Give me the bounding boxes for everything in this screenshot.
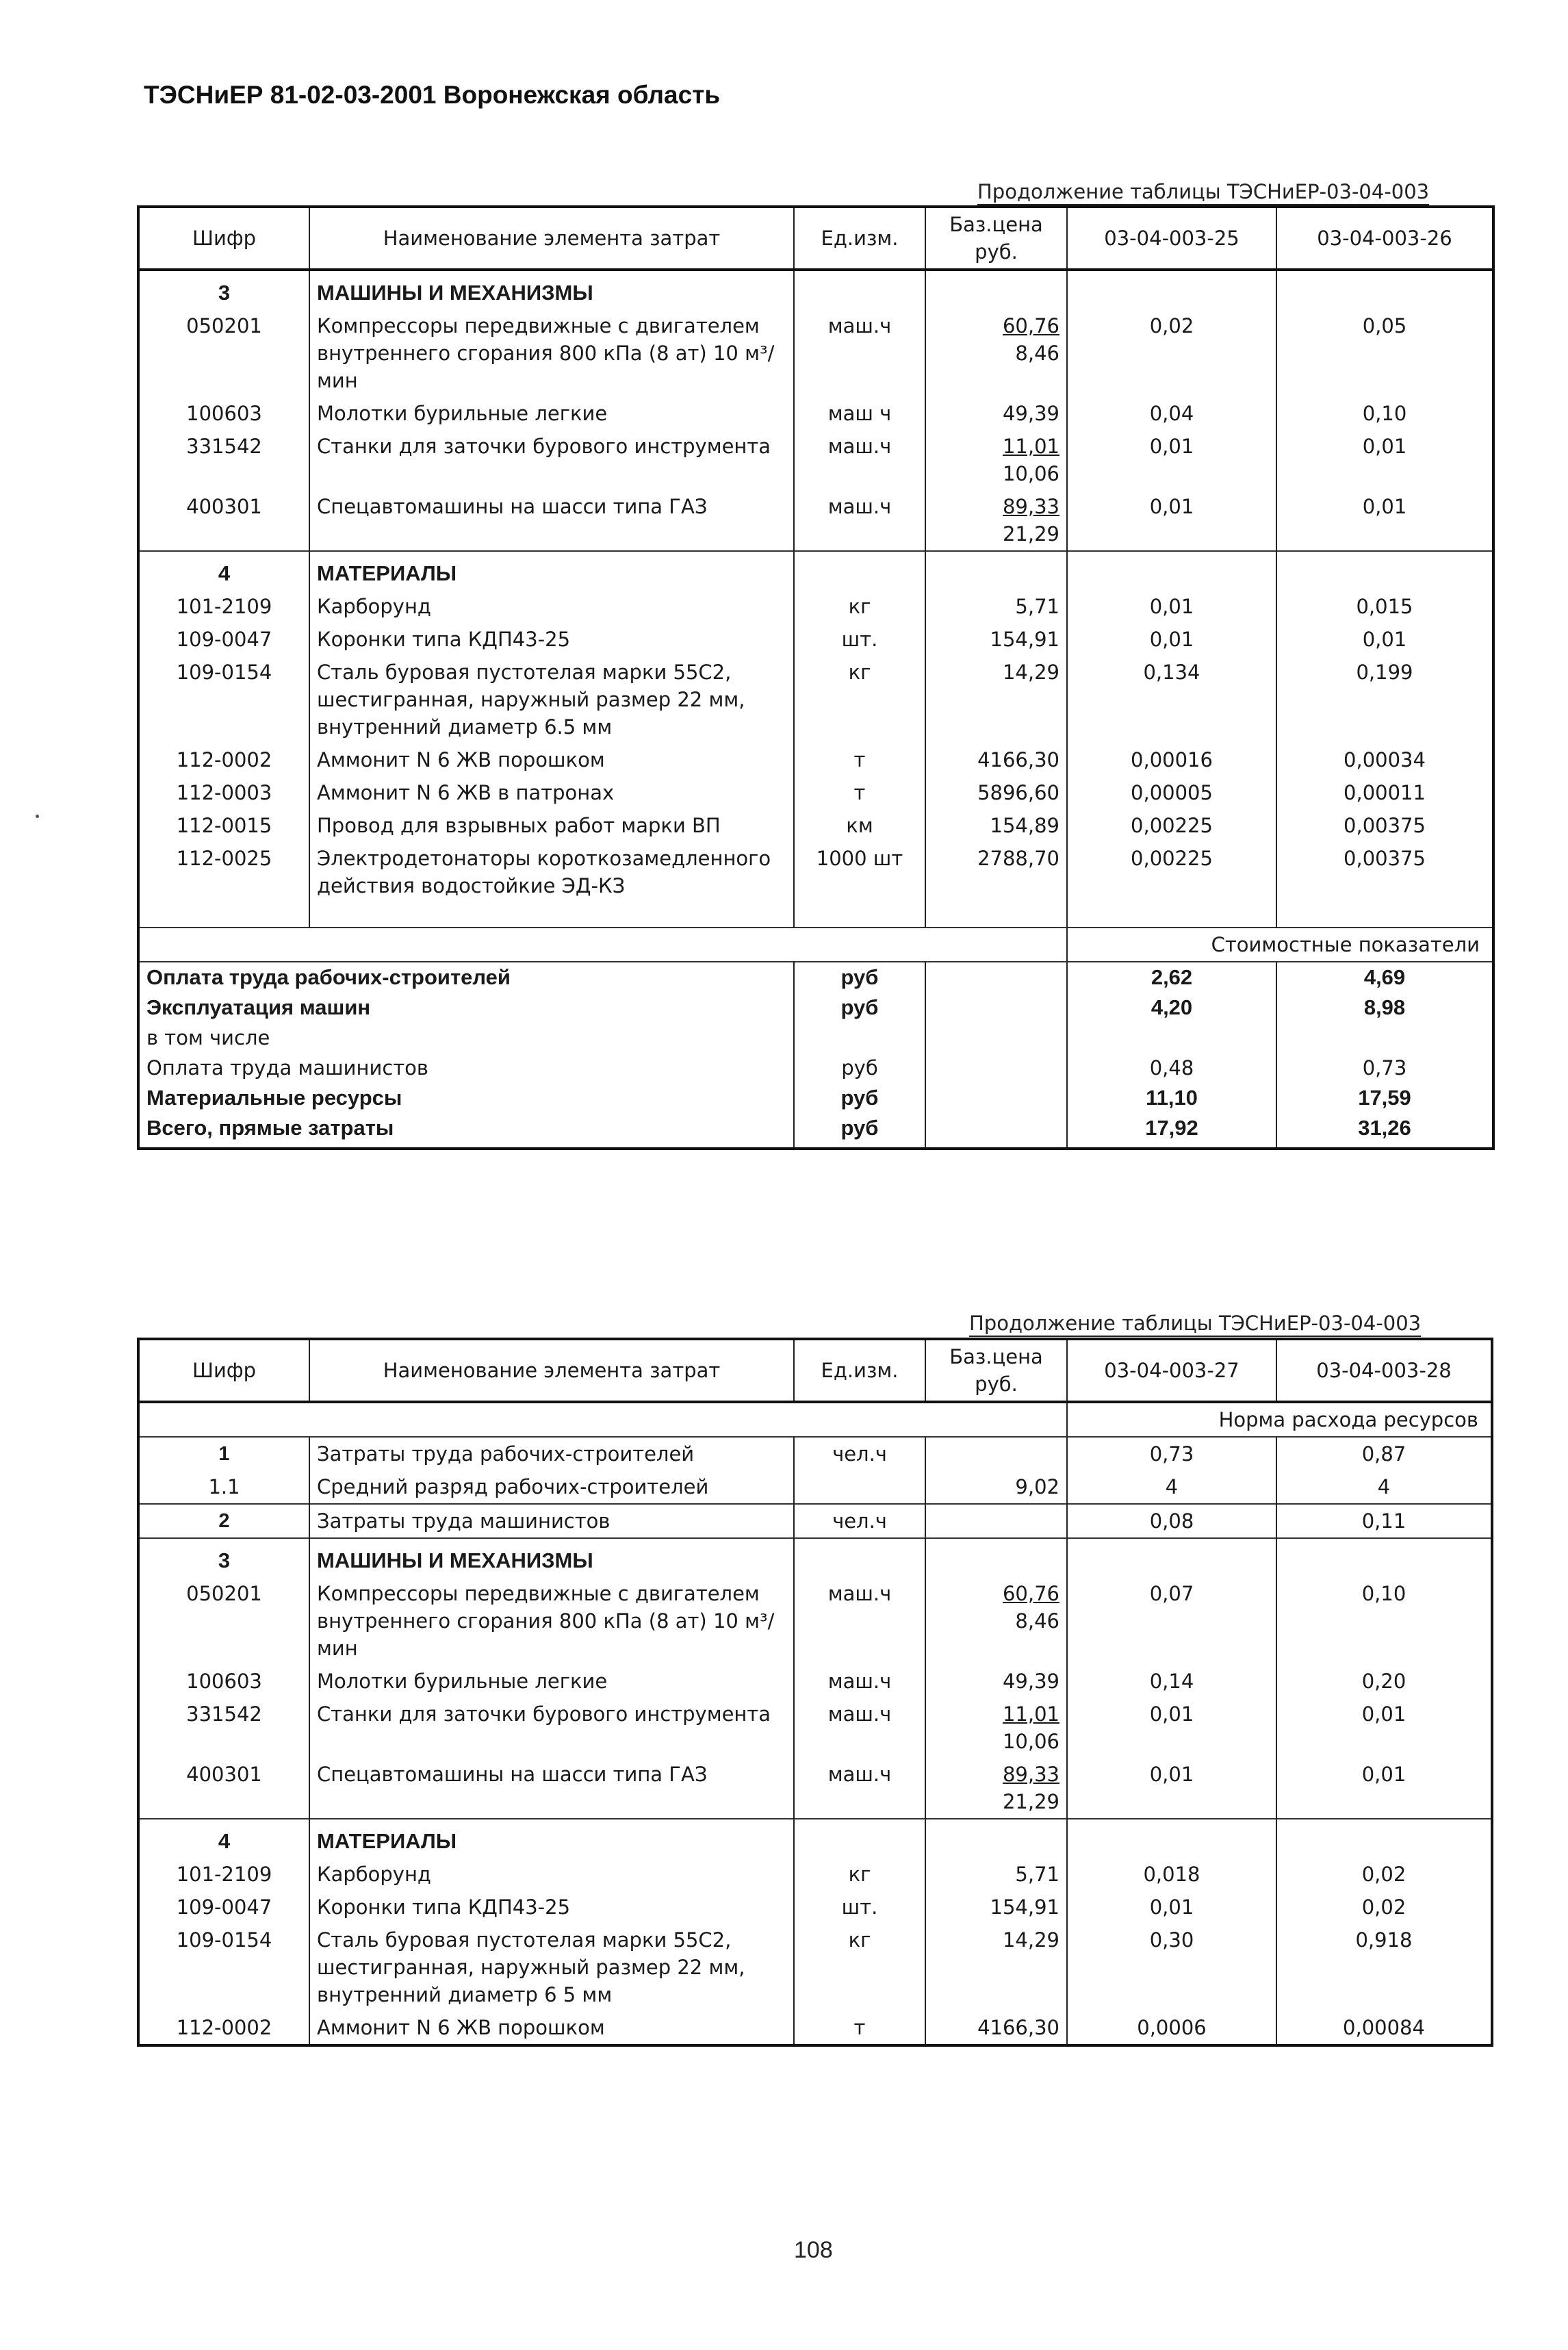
base-price-cell bbox=[925, 1891, 1067, 1924]
table-row bbox=[138, 590, 1493, 623]
empty-cell bbox=[1067, 551, 1276, 590]
base-price-cell bbox=[925, 309, 1067, 397]
value-col-a: 0,08 bbox=[1067, 1504, 1276, 1538]
table2 bbox=[137, 1338, 1493, 2047]
resource-code: 112-0015 bbox=[176, 814, 272, 837]
base-price: 49,39 bbox=[1002, 402, 1059, 425]
resource-name: Электродетонаторы короткозамедленного действия водостойкие ЭД-КЗ bbox=[309, 842, 794, 902]
base-price-cell bbox=[925, 490, 1067, 551]
resource-unit: маш.ч bbox=[794, 1665, 925, 1698]
cost-col-b: 4,69 bbox=[1276, 962, 1493, 993]
section-row bbox=[138, 1538, 1492, 1577]
empty-cell bbox=[925, 1819, 1067, 1858]
base-price-secondary: 10,06 bbox=[1002, 1730, 1059, 1753]
table-row bbox=[138, 2011, 1492, 2045]
table-row bbox=[138, 656, 1493, 743]
empty-cell bbox=[1276, 1819, 1492, 1858]
section-title: МАТЕРИАЛЫ bbox=[309, 551, 794, 590]
value-col-a: 0,73 bbox=[1067, 1437, 1276, 1470]
base-price-secondary: 21,29 bbox=[1002, 1790, 1059, 1813]
resource-name: Молотки бурильные легкие bbox=[309, 397, 794, 430]
base-price: 2788,70 bbox=[977, 847, 1059, 870]
band-label: Стоимостные показатели bbox=[1067, 928, 1493, 962]
resource-name: Затраты труда машинистов bbox=[309, 1504, 794, 1538]
cost-unit: руб bbox=[794, 1083, 925, 1113]
value-col-b: 0,00084 bbox=[1276, 2011, 1492, 2045]
base-price: 154,91 bbox=[990, 1895, 1059, 1919]
cost-col-a bbox=[1067, 1023, 1276, 1053]
table-row bbox=[138, 1758, 1492, 1819]
resource-code: 2 bbox=[138, 1504, 309, 1538]
resource-unit: км bbox=[794, 809, 925, 842]
value-col-b: 0,918 bbox=[1276, 1924, 1492, 2011]
base-price: 5,71 bbox=[1015, 595, 1059, 618]
value-col-b: 0,00034 bbox=[1276, 743, 1493, 776]
header-price: Баз.цена руб. bbox=[925, 207, 1067, 270]
value-col-b: 0,00375 bbox=[1276, 842, 1493, 902]
resource-name: Аммонит N 6 ЖВ в патронах bbox=[309, 776, 794, 809]
base-price-cell bbox=[925, 623, 1067, 656]
empty-cell bbox=[925, 270, 1067, 309]
base-price-cell bbox=[925, 397, 1067, 430]
resource-unit: кг bbox=[794, 1858, 925, 1891]
base-price: 89,33 bbox=[1002, 1763, 1059, 1786]
cost-col-a: 17,92 bbox=[1067, 1113, 1276, 1149]
cost-col-b bbox=[1276, 1023, 1493, 1053]
value-col-a: 0,07 bbox=[1067, 1577, 1276, 1665]
resource-name: Провод для взрывных работ марки ВП bbox=[309, 809, 794, 842]
empty-cell bbox=[925, 1113, 1067, 1149]
value-col-b: 0,01 bbox=[1276, 623, 1493, 656]
resource-code: 331542 bbox=[186, 1702, 262, 1726]
band-row bbox=[138, 928, 1493, 962]
empty-cell bbox=[1067, 270, 1276, 309]
table1-header-row bbox=[138, 207, 1493, 270]
value-col-a: 0,01 bbox=[1067, 490, 1276, 551]
resource-code: 400301 bbox=[186, 495, 262, 518]
value-col-b: 0,199 bbox=[1276, 656, 1493, 743]
empty-cell bbox=[138, 1402, 1067, 1437]
empty-cell bbox=[925, 1053, 1067, 1083]
section-row bbox=[138, 551, 1493, 590]
base-price-secondary: 8,46 bbox=[1015, 1609, 1059, 1633]
resource-unit: кг bbox=[794, 656, 925, 743]
cost-col-b: 31,26 bbox=[1276, 1113, 1493, 1149]
empty-cell bbox=[1067, 1819, 1276, 1858]
table2-header-row bbox=[138, 1339, 1492, 1402]
empty-cell bbox=[1276, 1538, 1492, 1577]
empty-cell bbox=[925, 993, 1067, 1023]
band-row bbox=[138, 1402, 1492, 1437]
base-price: 154,91 bbox=[990, 628, 1059, 651]
spacer-row bbox=[138, 902, 1493, 928]
resource-unit: маш ч bbox=[794, 397, 925, 430]
table-row bbox=[138, 1437, 1492, 1470]
table-row bbox=[138, 490, 1493, 551]
empty-cell bbox=[1276, 551, 1493, 590]
resource-code: 400301 bbox=[186, 1763, 262, 1786]
base-price: 14,29 bbox=[1002, 1928, 1059, 1952]
cost-row bbox=[138, 993, 1493, 1023]
resource-code: 101-2109 bbox=[176, 1863, 272, 1886]
table-row bbox=[138, 397, 1493, 430]
base-price-cell bbox=[925, 2011, 1067, 2045]
table1-body bbox=[138, 207, 1493, 1149]
table-row bbox=[138, 842, 1493, 902]
resource-name: Станки для заточки бурового инструмента bbox=[309, 1698, 794, 1758]
empty-cell bbox=[138, 928, 1067, 962]
base-price-cell bbox=[925, 590, 1067, 623]
value-col-b: 0,01 bbox=[1276, 430, 1493, 490]
empty-cell bbox=[1276, 270, 1493, 309]
table-row bbox=[138, 309, 1493, 397]
resource-unit: 1000 шт bbox=[794, 842, 925, 902]
base-price-cell bbox=[925, 776, 1067, 809]
base-price-cell bbox=[925, 1698, 1067, 1758]
empty-cell bbox=[138, 902, 309, 928]
base-price: 154,89 bbox=[990, 814, 1059, 837]
resource-code: 100603 bbox=[186, 1670, 262, 1693]
table2-body bbox=[138, 1339, 1492, 2045]
table-row bbox=[138, 430, 1493, 490]
header-unit: Ед.изм. bbox=[794, 207, 925, 270]
resource-unit bbox=[794, 1470, 925, 1504]
cost-unit: руб bbox=[794, 1053, 925, 1083]
section-code: 4 bbox=[138, 1819, 309, 1858]
base-price: 60,76 bbox=[1002, 314, 1059, 337]
base-price: 60,76 bbox=[1002, 1582, 1059, 1605]
header-unit: Ед.изм. bbox=[794, 1339, 925, 1402]
section-row bbox=[138, 270, 1493, 309]
value-col-a: 0,14 bbox=[1067, 1665, 1276, 1698]
table-row bbox=[138, 1577, 1492, 1665]
base-price: 49,39 bbox=[1002, 1670, 1059, 1693]
base-price-cell bbox=[925, 656, 1067, 743]
resource-name: Компрессоры передвижные с двигателем внутреннего сгорания 800 кПа (8 ат) 10 м³/мин bbox=[309, 1577, 794, 1665]
table-row bbox=[138, 1924, 1492, 2011]
resource-code: 109-0047 bbox=[176, 1895, 272, 1919]
resource-code: 112-0003 bbox=[176, 781, 272, 804]
base-price-cell bbox=[925, 809, 1067, 842]
header-price: Баз.цена руб. bbox=[925, 1339, 1067, 1402]
base-price-cell bbox=[925, 1758, 1067, 1819]
base-price: 4166,30 bbox=[977, 748, 1059, 771]
resource-unit: кг bbox=[794, 590, 925, 623]
resource-name: Спецавтомашины на шасси типа ГАЗ bbox=[309, 490, 794, 551]
base-price-secondary: 8,46 bbox=[1015, 342, 1059, 365]
resource-unit: кг bbox=[794, 1924, 925, 2011]
band-label: Норма расхода ресурсов bbox=[1067, 1402, 1492, 1437]
value-col-a: 0,01 bbox=[1067, 1698, 1276, 1758]
value-col-b: 0,01 bbox=[1276, 1698, 1492, 1758]
value-col-b: 0,87 bbox=[1276, 1437, 1492, 1470]
resource-unit: чел.ч bbox=[794, 1437, 925, 1470]
base-price-cell bbox=[925, 430, 1067, 490]
value-col-b: 0,00375 bbox=[1276, 809, 1493, 842]
header-col-a: 03-04-003-25 bbox=[1067, 207, 1276, 270]
empty-cell bbox=[1067, 902, 1276, 928]
empty-cell bbox=[309, 902, 794, 928]
value-col-b: 0,10 bbox=[1276, 397, 1493, 430]
value-col-b: 0,11 bbox=[1276, 1504, 1492, 1538]
resource-name: Станки для заточки бурового инструмента bbox=[309, 430, 794, 490]
section-title: МАШИНЫ И МЕХАНИЗМЫ bbox=[309, 1538, 794, 1577]
cost-label: Оплата труда машинистов bbox=[146, 1056, 428, 1080]
value-col-b: 0,10 bbox=[1276, 1577, 1492, 1665]
value-col-b: 0,00011 bbox=[1276, 776, 1493, 809]
table-row bbox=[138, 809, 1493, 842]
empty-cell bbox=[794, 902, 925, 928]
value-col-a: 0,00225 bbox=[1067, 809, 1276, 842]
value-col-a: 0,01 bbox=[1067, 623, 1276, 656]
base-price bbox=[925, 1504, 1067, 1538]
header-col-b: 03-04-003-26 bbox=[1276, 207, 1493, 270]
base-price-cell bbox=[925, 743, 1067, 776]
value-col-a: 0,02 bbox=[1067, 309, 1276, 397]
resource-name: Аммонит N 6 ЖВ порошком bbox=[309, 743, 794, 776]
value-col-b: 4 bbox=[1276, 1470, 1492, 1504]
cost-col-a: 11,10 bbox=[1067, 1083, 1276, 1113]
value-col-a: 0,00005 bbox=[1067, 776, 1276, 809]
value-col-a: 0,134 bbox=[1067, 656, 1276, 743]
table1 bbox=[137, 205, 1495, 1150]
resource-name: Аммонит N 6 ЖВ порошком bbox=[309, 2011, 794, 2045]
cost-unit: руб bbox=[794, 962, 925, 993]
table2-continuation-label: Продолжение таблицы ТЭСНиЕР-03-04-003 bbox=[969, 1311, 1421, 1337]
value-col-b: 0,015 bbox=[1276, 590, 1493, 623]
resource-unit: маш.ч bbox=[794, 1577, 925, 1665]
table1-continuation-label: Продолжение таблицы ТЭСНиЕР-03-04-003 bbox=[977, 179, 1429, 205]
cost-col-a: 4,20 bbox=[1067, 993, 1276, 1023]
value-col-a: 0,04 bbox=[1067, 397, 1276, 430]
resource-name: Карборунд bbox=[309, 590, 794, 623]
header-col-b: 03-04-003-28 bbox=[1276, 1339, 1492, 1402]
value-col-a: 0,01 bbox=[1067, 1891, 1276, 1924]
base-price: 9,02 bbox=[925, 1470, 1067, 1504]
resource-name: Сталь буровая пустотелая марки 55С2, шестигранная, наружный размер 22 мм, внутренний диаметр 6 5 мм bbox=[309, 1924, 794, 2011]
resource-code: 109-0154 bbox=[176, 661, 272, 684]
value-col-b: 0,01 bbox=[1276, 1758, 1492, 1819]
empty-cell bbox=[794, 551, 925, 590]
empty-cell bbox=[794, 270, 925, 309]
resource-unit: маш.ч bbox=[794, 490, 925, 551]
resource-code: 112-0025 bbox=[176, 847, 272, 870]
resource-unit: маш.ч bbox=[794, 309, 925, 397]
base-price-cell bbox=[925, 1924, 1067, 2011]
cost-row bbox=[138, 1023, 1493, 1053]
base-price-secondary: 21,29 bbox=[1002, 522, 1059, 546]
value-col-b: 0,02 bbox=[1276, 1891, 1492, 1924]
resource-unit: чел.ч bbox=[794, 1504, 925, 1538]
header-code: Шифр bbox=[138, 1339, 309, 1402]
cost-unit: руб bbox=[794, 993, 925, 1023]
resource-code: 050201 bbox=[186, 314, 262, 337]
table-row bbox=[138, 1858, 1492, 1891]
resource-code: 331542 bbox=[186, 435, 262, 458]
base-price-secondary: 10,06 bbox=[1002, 462, 1059, 485]
resource-name: Сталь буровая пустотелая марки 55С2, шестигранная, наружный размер 22 мм, внутренний диаметр 6.5 мм bbox=[309, 656, 794, 743]
value-col-a: 0,30 bbox=[1067, 1924, 1276, 2011]
cost-col-b: 0,73 bbox=[1276, 1053, 1493, 1083]
cost-label: Всего, прямые затраты bbox=[146, 1116, 394, 1140]
scan-speck bbox=[36, 815, 39, 818]
cost-row bbox=[138, 1113, 1493, 1149]
page-number: 108 bbox=[794, 2237, 833, 2263]
resource-name: Коронки типа КДП43-25 bbox=[309, 623, 794, 656]
table-row bbox=[138, 1698, 1492, 1758]
cost-row bbox=[138, 962, 1493, 993]
empty-cell bbox=[794, 1819, 925, 1858]
table-row bbox=[138, 776, 1493, 809]
base-price-cell bbox=[925, 842, 1067, 902]
cost-label: Материальные ресурсы bbox=[146, 1086, 402, 1110]
resource-name: Затраты труда рабочих-строителей bbox=[309, 1437, 794, 1470]
empty-cell bbox=[925, 551, 1067, 590]
cost-col-b: 17,59 bbox=[1276, 1083, 1493, 1113]
resource-name: Средний разряд рабочих-строителей bbox=[309, 1470, 794, 1504]
section-code: 4 bbox=[138, 551, 309, 590]
base-price: 5,71 bbox=[1015, 1863, 1059, 1886]
empty-cell bbox=[1067, 1538, 1276, 1577]
empty-cell bbox=[925, 962, 1067, 993]
table-row bbox=[138, 1470, 1492, 1504]
empty-cell bbox=[1276, 902, 1493, 928]
table-row bbox=[138, 1504, 1492, 1538]
cost-row bbox=[138, 1053, 1493, 1083]
value-col-a: 4 bbox=[1067, 1470, 1276, 1504]
base-price: 5896,60 bbox=[977, 781, 1059, 804]
empty-cell bbox=[925, 1538, 1067, 1577]
resource-code: 109-0154 bbox=[176, 1928, 272, 1952]
base-price: 4166,30 bbox=[977, 2016, 1059, 2039]
value-col-b: 0,05 bbox=[1276, 309, 1493, 397]
value-col-b: 0,20 bbox=[1276, 1665, 1492, 1698]
section-code: 3 bbox=[138, 1538, 309, 1577]
value-col-a: 0,01 bbox=[1067, 1758, 1276, 1819]
resource-code: 101-2109 bbox=[176, 595, 272, 618]
base-price-cell bbox=[925, 1577, 1067, 1665]
table-row bbox=[138, 1665, 1492, 1698]
cost-label: Оплата труда рабочих-строителей bbox=[146, 965, 511, 989]
resource-code: 1 bbox=[218, 1443, 230, 1465]
base-price: 14,29 bbox=[1002, 661, 1059, 684]
value-col-a: 0,00016 bbox=[1067, 743, 1276, 776]
resource-name: Спецавтомашины на шасси типа ГАЗ bbox=[309, 1758, 794, 1819]
value-col-a: 0,00225 bbox=[1067, 842, 1276, 902]
resource-name: Молотки бурильные легкие bbox=[309, 1665, 794, 1698]
section-row bbox=[138, 1819, 1492, 1858]
header-col-a: 03-04-003-27 bbox=[1067, 1339, 1276, 1402]
resource-name: Коронки типа КДП43-25 bbox=[309, 1891, 794, 1924]
resource-unit: маш.ч bbox=[794, 1698, 925, 1758]
resource-unit: т bbox=[794, 776, 925, 809]
document-title: ТЭСНиЕР 81-02-03-2001 Воронежская область bbox=[144, 81, 721, 109]
resource-unit: т bbox=[794, 743, 925, 776]
resource-code: 112-0002 bbox=[176, 2016, 272, 2039]
value-col-a: 0,0006 bbox=[1067, 2011, 1276, 2045]
resource-unit: маш.ч bbox=[794, 430, 925, 490]
empty-cell bbox=[925, 1083, 1067, 1113]
header-name: Наименование элемента затрат bbox=[309, 1339, 794, 1402]
base-price-cell bbox=[925, 1665, 1067, 1698]
resource-unit: шт. bbox=[794, 1891, 925, 1924]
resource-unit: маш.ч bbox=[794, 1758, 925, 1819]
section-code: 3 bbox=[218, 281, 231, 305]
resource-code: 112-0002 bbox=[176, 748, 272, 771]
table-row bbox=[138, 743, 1493, 776]
cost-label: Эксплуатация машин bbox=[146, 995, 371, 1019]
cost-col-a: 0,48 bbox=[1067, 1053, 1276, 1083]
base-price: 11,01 bbox=[1002, 1702, 1059, 1726]
base-price: 89,33 bbox=[1002, 495, 1059, 518]
value-col-a: 0,01 bbox=[1067, 430, 1276, 490]
empty-cell bbox=[794, 1538, 925, 1577]
value-col-b: 0,02 bbox=[1276, 1858, 1492, 1891]
base-price-cell bbox=[925, 1858, 1067, 1891]
resource-code: 100603 bbox=[186, 402, 262, 425]
cost-col-a: 2,62 bbox=[1067, 962, 1276, 993]
empty-cell bbox=[925, 902, 1067, 928]
resource-unit: шт. bbox=[794, 623, 925, 656]
section-title: МАТЕРИАЛЫ bbox=[309, 1819, 794, 1858]
header-code: Шифр bbox=[138, 207, 309, 270]
resource-unit: т bbox=[794, 2011, 925, 2045]
resource-name: Карборунд bbox=[309, 1858, 794, 1891]
value-col-a: 0,01 bbox=[1067, 590, 1276, 623]
cost-row bbox=[138, 1083, 1493, 1113]
resource-code: 109-0047 bbox=[176, 628, 272, 651]
value-col-a: 0,018 bbox=[1067, 1858, 1276, 1891]
base-price bbox=[925, 1437, 1067, 1470]
cost-unit: руб bbox=[794, 1113, 925, 1149]
table-row bbox=[138, 623, 1493, 656]
header-name: Наименование элемента затрат bbox=[309, 207, 794, 270]
value-col-b: 0,01 bbox=[1276, 490, 1493, 551]
resource-code: 050201 bbox=[186, 1582, 262, 1605]
cost-label: в том числе bbox=[146, 1026, 270, 1049]
base-price: 11,01 bbox=[1002, 435, 1059, 458]
empty-cell bbox=[925, 1023, 1067, 1053]
resource-code: 1.1 bbox=[208, 1475, 240, 1498]
cost-unit bbox=[794, 1023, 925, 1053]
section-title: МАШИНЫ И МЕХАНИЗМЫ bbox=[309, 270, 794, 309]
table-row bbox=[138, 1891, 1492, 1924]
resource-name: Компрессоры передвижные с двигателем внутреннего сгорания 800 кПа (8 ат) 10 м³/мин bbox=[309, 309, 794, 397]
cost-col-b: 8,98 bbox=[1276, 993, 1493, 1023]
